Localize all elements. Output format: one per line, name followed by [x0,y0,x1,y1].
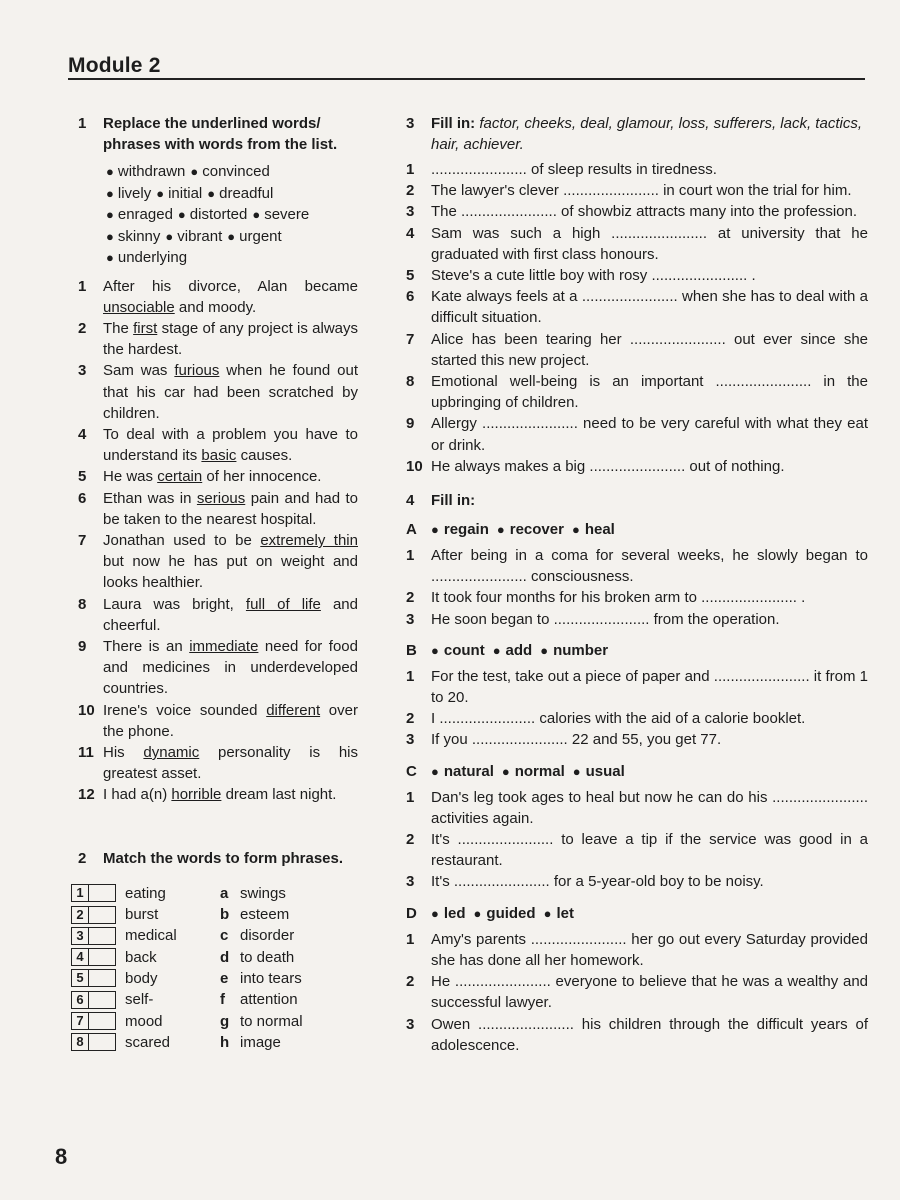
list-item [406,666,868,708]
item-number: 4 [78,425,87,443]
bullet-icon: ● [227,228,236,244]
word-list-row [106,161,358,183]
section-words [431,761,633,782]
item-number: 1 [406,788,415,806]
word-option: natural [443,762,494,780]
section-heading [406,640,868,661]
bullet-icon: ● [431,522,439,538]
match-phrase: disorder [240,927,295,945]
exercise-1-items [78,276,358,806]
answer-box [89,969,116,987]
match-word: body [125,969,158,987]
item-text [103,742,358,784]
bullet-icon: ● [431,905,439,921]
word-option: let [556,904,574,922]
list-item [78,594,358,636]
item-text [103,276,358,318]
word-option: usual [585,762,625,780]
bullet-icon: ● [492,642,501,658]
match-word: mood [125,1012,163,1030]
bullet-icon: ● [543,905,552,921]
word-option: underlying [117,249,188,266]
bullet-icon: ● [165,228,174,244]
word-option: led [443,904,466,922]
answer-box [89,1033,116,1051]
item-text: Amy's parents ....................... her go out every Saturday provided she has done all her homework. [431,930,868,969]
item-number: 2 [406,589,415,607]
item-text: Kate always feels at a ....................... when she has to deal with a difficult situation. [431,288,868,327]
list-item [406,265,868,286]
item-text: If you ....................... 22 and 55, you get 77. [431,731,722,749]
item-number: 10 [78,701,95,719]
exercise-number: 2 [78,849,87,867]
match-word: back [125,948,157,966]
list-item [78,318,358,360]
list-item [406,829,868,871]
text-before: His [103,743,144,761]
bullet-icon: ● [501,763,510,779]
list-item [78,360,358,424]
bullet-icon: ● [156,185,165,201]
match-letter: c [220,927,229,945]
word-option: skinny [117,227,161,245]
right-column [406,113,868,1056]
text-before: There is an [103,637,190,655]
section-heading [406,761,868,782]
exercise-instruction: Fill in: [431,492,476,510]
item-text: Steve's a cute little boy with rosy ....................... . [431,267,756,285]
underlined-word: extremely thin [260,531,358,549]
underlined-word: different [266,701,321,719]
match-phrase: attention [240,991,298,1009]
exercise-4-heading [406,490,868,511]
exercise-instruction [431,113,868,155]
item-text: He always makes a big ....................... out of nothing. [431,457,785,475]
underlined-word: dynamic [143,743,200,761]
text-before: Sam was [103,362,175,380]
list-item [406,708,868,729]
title-divider [68,78,865,80]
word-option: withdrawn [117,163,186,180]
list-item [406,329,868,371]
table-row [71,968,358,989]
item-text: He soon began to ....................... from the operation. [431,610,780,628]
item-number: 8 [78,595,87,613]
match-letter: d [220,948,230,966]
text-after: and moody. [174,298,257,316]
word-list-row [106,183,358,205]
item-text [103,636,358,700]
text-after: dream last night. [221,786,337,804]
match-phrase: into tears [240,969,302,987]
bullet-icon: ● [496,522,505,538]
word-list [106,161,358,269]
item-text: For the test, take out a piece of paper and ....................... it from 1 to 20. [431,667,868,707]
bullet-icon: ● [106,185,114,201]
match-word: burst [125,906,159,924]
word-option: heal [584,521,615,539]
text-before: I had a(n) [103,786,172,804]
item-number: 1 [406,547,415,565]
item-number: 2 [78,319,87,337]
item-number: 1 [406,161,415,178]
bullet-icon: ● [431,763,439,779]
match-letter: a [220,884,229,902]
matching-table [71,883,358,1053]
item-text [103,466,358,487]
list-item [406,871,868,892]
text-before: After his divorce, Alan became [103,277,358,295]
section-words [431,519,623,540]
item-text: Dan's leg took ages to heal but now he can do his ....................... activities again. [431,788,868,827]
item-number: 8 [406,373,415,391]
number-box: 4 [71,948,89,966]
number-box: 3 [71,927,89,945]
item-text: He ....................... everyone to believe that he was a wealthy and successful lawyer. [431,973,868,1012]
number-box: 5 [71,969,89,987]
item-number: 4 [406,224,415,242]
match-phrase: to normal [240,1012,303,1030]
page-number: 8 [55,1144,68,1169]
answer-box [89,906,116,924]
item-text: ....................... of sleep results in tiredness. [431,161,717,178]
item-number: 9 [78,637,87,655]
underlined-word: unsociable [103,298,175,316]
word-option: guided [486,904,536,922]
text-before: To deal with a problem you have to understand its [103,425,358,465]
list-item [78,466,358,487]
bullet-icon: ● [106,250,114,265]
match-phrase: image [240,1033,281,1051]
number-box: 7 [71,1012,89,1030]
table-row [71,904,358,925]
match-phrase: to death [240,948,295,966]
list-item [406,545,868,587]
item-text: After being in a coma for several weeks, he slowly began to ....................... consciousness. [431,547,868,586]
text-after: personality is his greatest asset. [103,743,358,783]
text-before: Laura was bright, [103,595,246,613]
exercise-number: 4 [406,492,415,510]
item-text: The lawyer's clever ....................... in court won the trial for him. [431,182,852,200]
text-after: stage of any project is always the hardest. [103,319,358,359]
item-number: 6 [406,288,415,306]
word-option: initial [168,184,203,202]
text-after: but now he has put on weight and looks healthier. [103,553,358,592]
list-item [78,424,358,466]
item-number: 3 [406,731,415,749]
section-heading [406,903,868,924]
bullet-icon: ● [106,164,114,179]
match-letter: e [220,969,229,987]
item-number: 1 [406,930,415,948]
item-text: Emotional well-being is an important ....................... in the upbringing of children. [431,373,868,412]
word-option: count [443,641,485,659]
text-after: of her innocence. [202,468,322,486]
number-box: 1 [71,884,89,902]
list-item [78,276,358,318]
exercise-1-heading [78,113,358,155]
text-before: He was [103,468,158,486]
bullet-icon: ● [540,642,549,658]
item-number: 12 [78,786,95,804]
underlined-word: horrible [171,786,222,804]
item-number: 3 [78,362,87,380]
list-item [406,371,868,413]
item-number: 3 [406,203,415,221]
exercise-3-heading [406,113,868,155]
item-number: 1 [78,277,87,295]
list-item [406,971,868,1013]
section-letter: C [406,762,417,780]
item-text [103,700,358,742]
item-number: 6 [78,489,87,507]
answer-box [89,884,116,902]
table-row [71,1032,358,1053]
match-word: self- [125,991,154,1009]
word-list-row [106,247,358,269]
match-word: medical [125,927,177,945]
list-item [406,223,868,265]
list-item [406,587,868,608]
bullet-icon: ● [106,207,114,222]
table-row [71,925,358,946]
exercise-2-heading [78,848,358,869]
item-number: 5 [406,267,415,285]
word-option: severe [264,206,310,223]
underlined-word: full of life [245,595,321,613]
answer-box [89,1012,116,1030]
item-text: It's ....................... to leave a tip if the service was good in a restaurant. [431,831,868,870]
item-number: 2 [406,710,415,728]
word-option: distorted [189,206,248,223]
word-option: dreadful [219,184,274,202]
module-title: Module 2 [68,54,161,77]
section-letter: A [406,521,417,539]
list-item [406,159,868,180]
exercise-number: 3 [406,115,415,132]
match-word: eating [125,884,166,902]
item-number: 10 [406,457,423,475]
section-items [406,666,868,751]
item-number: 7 [406,330,415,348]
bullet-icon: ● [207,185,216,201]
item-text: It took four months for his broken arm to ....................... . [431,589,806,607]
match-letter: b [220,906,230,924]
item-number: 11 [78,743,94,761]
list-item [78,742,358,784]
exercise-number: 1 [78,115,87,132]
item-text: Allergy ....................... need to be very careful with what they eat or drink. [431,415,868,454]
item-number: 3 [406,610,415,628]
match-word: scared [125,1033,171,1051]
item-text [103,784,358,805]
list-item [406,1014,868,1056]
section-items [406,929,868,1056]
fill-in-label: Fill in: [431,115,480,132]
item-number: 7 [78,531,87,549]
list-item [78,784,358,805]
section-heading [406,519,868,540]
list-item [406,609,868,630]
match-letter: g [220,1012,230,1030]
item-number: 9 [406,415,415,433]
number-box: 6 [71,991,89,1009]
list-item [78,700,358,742]
table-row [71,1010,358,1031]
underlined-word: furious [174,362,220,380]
exercise-instruction: Match the words to form phrases. [103,849,344,867]
text-after: causes. [236,447,293,465]
bullet-icon: ● [252,207,261,222]
text-before: The [103,319,134,337]
underlined-word: basic [201,447,237,465]
number-box: 2 [71,906,89,924]
section-words [431,640,616,661]
item-number: 1 [406,667,415,685]
number-box: 8 [71,1033,89,1051]
item-text: It's ....................... for a 5-year-old boy to be noisy. [431,873,764,891]
bullet-icon: ● [431,642,439,658]
item-text [103,530,358,594]
word-option: normal [514,762,565,780]
text-before: Ethan was in [103,489,197,507]
list-item [406,180,868,201]
list-item [78,530,358,594]
table-row [71,989,358,1010]
underlined-word: serious [196,489,246,507]
word-option: convinced [202,163,270,180]
exercise-4-sections [406,519,868,1056]
list-item [78,636,358,700]
item-text [103,318,358,360]
list-item [406,729,868,750]
item-text [103,594,358,636]
text-before: Irene's voice sounded [103,701,267,719]
word-list-row [106,226,358,248]
section-items [406,545,868,630]
table-row [71,946,358,967]
word-option: recover [509,521,564,539]
section-letter: B [406,641,417,659]
match-letter: h [220,1033,230,1051]
answer-box [89,948,116,966]
underlined-word: certain [157,468,203,486]
word-bank: factor, cheeks, deal, glamour, loss, sufferers, lack, tactics, hair, achiever. [431,115,862,153]
list-item [406,286,868,328]
item-text: Alice has been tearing her ....................... out ever since she started this new project. [431,330,868,369]
text-before: Jonathan used to be [103,531,261,549]
exercise-instruction: Replace the underlined words/ phrases with words from the list. [103,115,338,153]
item-number: 5 [78,468,87,486]
list-item [406,787,868,829]
section-letter: D [406,904,417,922]
word-option: urgent [239,227,282,245]
section-words [431,903,582,924]
underlined-word: immediate [189,637,259,655]
item-text: The ....................... of showbiz attracts many into the profession. [431,203,858,221]
answer-box [89,927,116,945]
left-column [78,113,358,1053]
match-phrase: swings [240,884,286,902]
item-text [103,360,358,424]
bullet-icon: ● [572,763,581,779]
bullet-icon: ● [190,164,199,179]
word-option: number [553,641,609,659]
list-item [406,413,868,455]
list-item [406,929,868,971]
text-after: and cheerful. [103,595,358,634]
bullet-icon: ● [106,228,114,244]
item-number: 2 [406,831,415,849]
match-phrase: esteem [240,906,290,924]
list-item [406,201,868,222]
word-option: enraged [117,206,173,223]
exercise-3-items [406,159,868,477]
word-option: regain [443,521,489,539]
item-text: I ....................... calories with the aid of a calorie booklet. [431,710,806,728]
list-item [406,456,868,477]
text-after: when he found out that his car had been scratched by children. [103,362,358,422]
item-number: 3 [406,1015,415,1033]
text-after: pain and had to be taken to the nearest hospital. [103,489,358,528]
bullet-icon: ● [571,522,580,538]
item-text [103,424,358,466]
table-row [71,883,358,904]
item-number: 3 [406,873,415,891]
match-letter: f [220,991,225,1009]
underlined-word: first [133,319,158,337]
bullet-icon: ● [473,905,482,921]
bullet-icon: ● [177,207,186,222]
word-list-row [106,204,358,226]
item-text: Owen ....................... his children through the difficult years of adolescence. [431,1015,868,1054]
item-text [103,488,358,530]
word-option: add [505,641,533,659]
item-number: 2 [406,182,415,200]
answer-box [89,991,116,1009]
section-items [406,787,868,893]
word-option: vibrant [177,227,223,245]
list-item [78,488,358,530]
item-number: 2 [406,973,415,991]
word-option: lively [117,184,152,202]
item-text: Sam was such a high ....................... at university that he graduated with first class honours. [431,224,868,263]
text-after: need for food and medicines in underdeveloped countries. [103,637,358,698]
text-after: over the phone. [103,701,358,740]
